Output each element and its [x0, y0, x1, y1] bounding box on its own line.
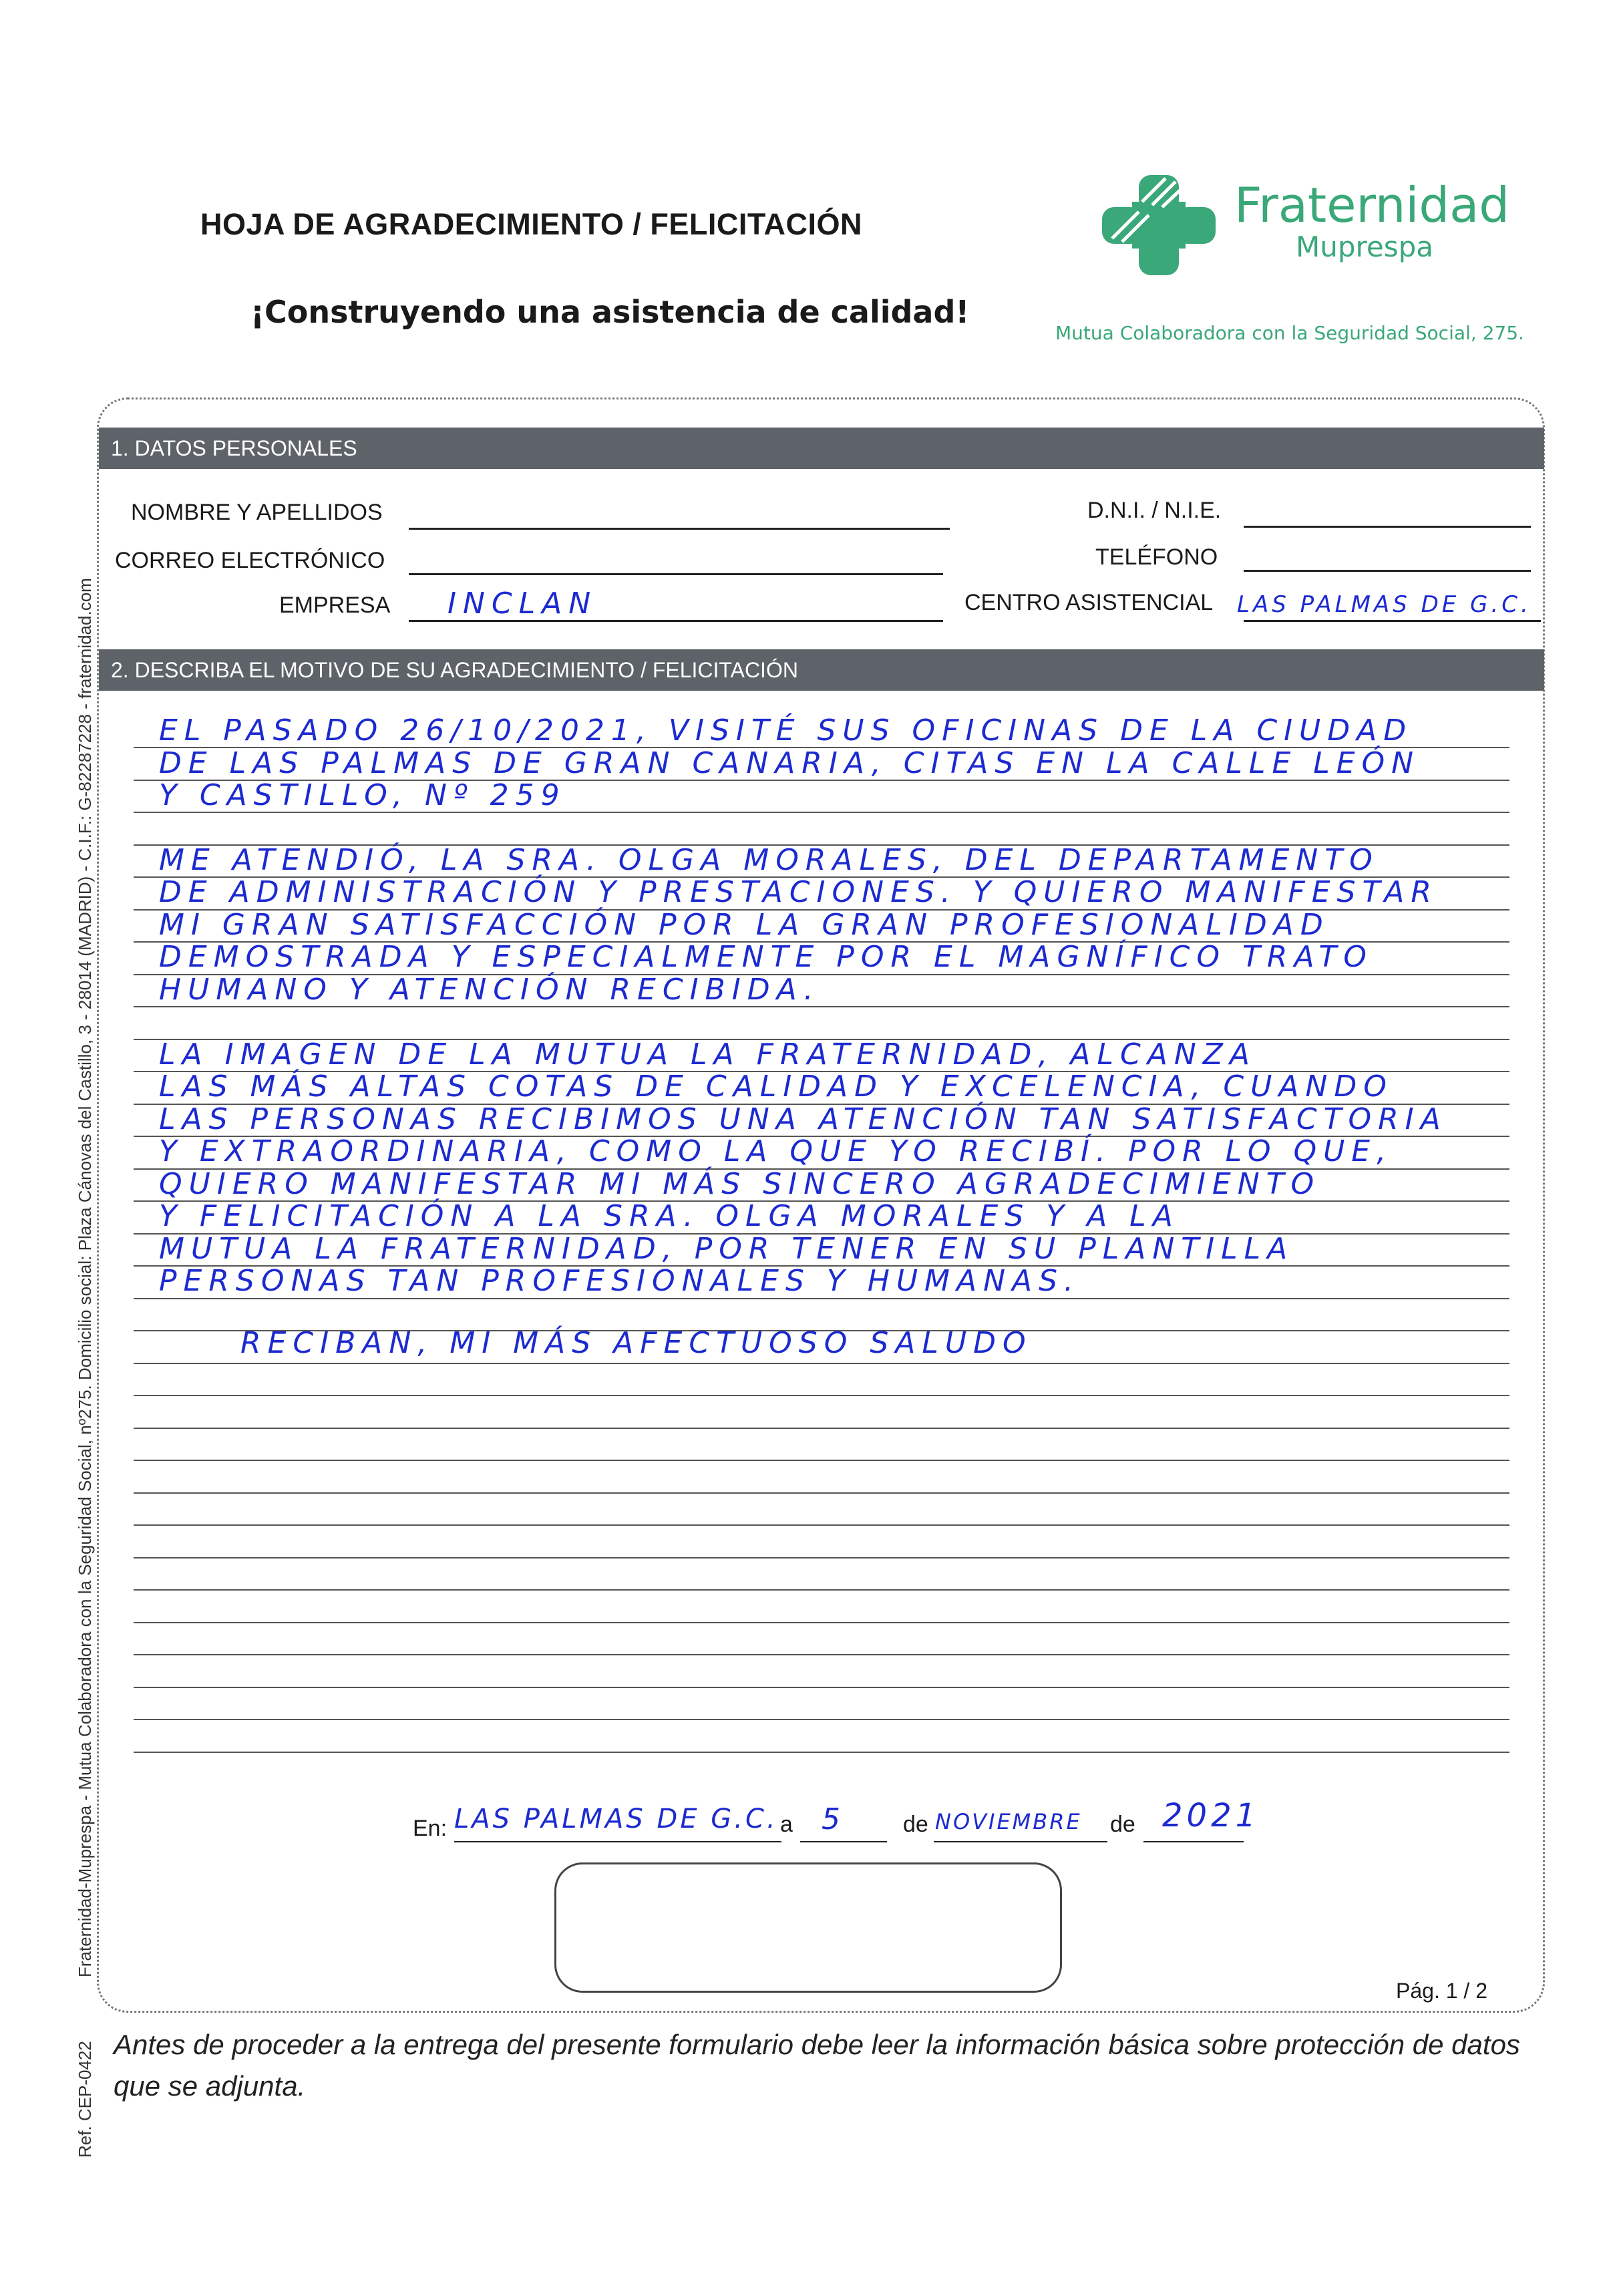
- motive-line: LAS PERSONAS RECIBIMOS UNA ATENCIÓN TAN SATISFACTORIA: [159, 1102, 1447, 1136]
- day-field[interactable]: [800, 1841, 887, 1842]
- ruled-line: [134, 1687, 1509, 1688]
- year-field[interactable]: [1143, 1841, 1244, 1842]
- email-field[interactable]: [409, 573, 943, 575]
- form-subtitle: ¡Construyendo una asistencia de calidad!: [250, 294, 970, 330]
- motive-line: RECIBAN, MI MÁS AFECTUOSO SALUDO: [240, 1326, 1033, 1360]
- motive-line: Y FELICITACIÓN A LA SRA. OLGA MORALES Y A LA: [159, 1199, 1180, 1233]
- name-field[interactable]: [409, 528, 950, 530]
- data-protection-notice: Antes de proceder a la entrega del presente formulario debe leer la información básica sobre protección de datos que se adjunta.: [114, 2029, 1520, 2102]
- motive-line: DE ADMINISTRACIÓN Y PRESTACIONES. Y QUIERO MANIFESTAR: [159, 875, 1438, 909]
- place-field[interactable]: [454, 1841, 781, 1842]
- dni-field[interactable]: [1244, 526, 1531, 528]
- place-label: En:: [413, 1816, 448, 1841]
- signature-box[interactable]: [554, 1862, 1062, 1993]
- year-value: 2021: [1162, 1797, 1260, 1834]
- place-value: LAS PALMAS DE G.C.: [454, 1804, 778, 1834]
- center-field[interactable]: [1244, 620, 1541, 622]
- ruled-line: [134, 1589, 1509, 1591]
- company-label: EMPRESA: [279, 593, 391, 618]
- ruled-line: [134, 1395, 1509, 1396]
- section-personal-heading: 1. DATOS PERSONALES: [99, 428, 1544, 469]
- ruled-line: [134, 1654, 1509, 1655]
- month-field[interactable]: [934, 1841, 1107, 1842]
- ruled-line: [134, 1557, 1509, 1559]
- ruled-line: [134, 1622, 1509, 1623]
- day-value: 5: [822, 1802, 847, 1836]
- fraternidad-logo-icon: [1102, 175, 1222, 275]
- dni-label: D.N.I. / N.I.E.: [1087, 498, 1222, 523]
- center-value: LAS PALMAS DE G.C.: [1237, 591, 1532, 618]
- motive-line: QUIERO MANIFESTAR MI MÁS SINCERO AGRADECIMIENTO: [159, 1167, 1321, 1201]
- phone-label: TELÉFONO: [1095, 544, 1218, 570]
- motive-line: PERSONAS TAN PROFESIONALES Y HUMANAS.: [159, 1264, 1081, 1298]
- motive-line: Y CASTILLO, Nº 259: [159, 778, 566, 812]
- month-label: de: [903, 1812, 928, 1837]
- name-label: NOMBRE Y APELLIDOS: [131, 500, 383, 525]
- ruled-line: [134, 1524, 1509, 1526]
- page-number: Pág. 1 / 2: [1396, 1979, 1487, 2003]
- ruled-line: [134, 1752, 1509, 1753]
- motive-line: Y EXTRAORDINARIA, COMO LA QUE YO RECIBÍ. POR LO QUE,: [159, 1134, 1393, 1168]
- motive-line: ME ATENDIÓ, LA SRA. OLGA MORALES, DEL DEPARTAMENTO: [159, 843, 1379, 877]
- ruled-line: [134, 1298, 1509, 1299]
- logo-wordmark: Fraternidad: [1234, 177, 1509, 233]
- motive-line: DEMOSTRADA Y ESPECIALMENTE POR EL MAGNÍFICO TRATO: [159, 940, 1373, 974]
- motive-line: LA IMAGEN DE LA MUTUA LA FRATERNIDAD, ALCANZA: [159, 1037, 1256, 1072]
- day-label: a: [780, 1812, 793, 1837]
- motive-line: HUMANO Y ATENCIÓN RECIBIDA.: [159, 973, 820, 1007]
- motive-line: MUTUA LA FRATERNIDAD, POR TENER EN SU PLANTILLA: [159, 1232, 1294, 1266]
- company-value: INCLAN: [448, 587, 598, 621]
- motive-line: EL PASADO 26/10/2021, VISITÉ SUS OFICINAS DE LA CIUDAD: [159, 713, 1413, 748]
- section-reason-heading: 2. DESCRIBA EL MOTIVO DE SU AGRADECIMIENTO / FELICITACIÓN: [99, 649, 1544, 691]
- motive-line: DE LAS PALMAS DE GRAN CANARIA, CITAS EN LA CALLE LEÓN: [159, 746, 1421, 780]
- form-title: HOJA DE AGRADECIMIENTO / FELICITACIÓN: [200, 207, 863, 241]
- year-label: de: [1110, 1812, 1135, 1837]
- side-legal-text: Fraternidad-Muprespa - Mutua Colaboradora con la Seguridad Social, nº275. Domicilio social: Plaza Cánovas del Castillo, 3 - 28014 (MADRID) - C.I.F.: G-82287228 - fraternidad.com: [75, 578, 95, 1977]
- month-value: NOVIEMBRE: [935, 1809, 1082, 1834]
- phone-field[interactable]: [1244, 570, 1531, 572]
- logo-tagline: Mutua Colaboradora con la Seguridad Social, 275.: [1055, 322, 1524, 344]
- motive-line: LAS MÁS ALTAS COTAS DE CALIDAD Y EXCELENCIA, CUANDO: [159, 1070, 1393, 1104]
- ruled-line: [134, 1363, 1509, 1364]
- ruled-line: [134, 1719, 1509, 1720]
- reference-code: Ref. CEP-0422: [75, 2041, 95, 2158]
- email-label: CORREO ELECTRÓNICO: [115, 548, 385, 573]
- center-label: CENTRO ASISTENCIAL: [964, 590, 1214, 615]
- ruled-line: [134, 1492, 1509, 1494]
- motive-line: MI GRAN SATISFACCIÓN POR LA GRAN PROFESIONALIDAD: [159, 908, 1330, 942]
- logo-subbrand: Muprespa: [1296, 230, 1433, 263]
- ruled-line: [134, 1428, 1509, 1429]
- ruled-line: [134, 1460, 1509, 1461]
